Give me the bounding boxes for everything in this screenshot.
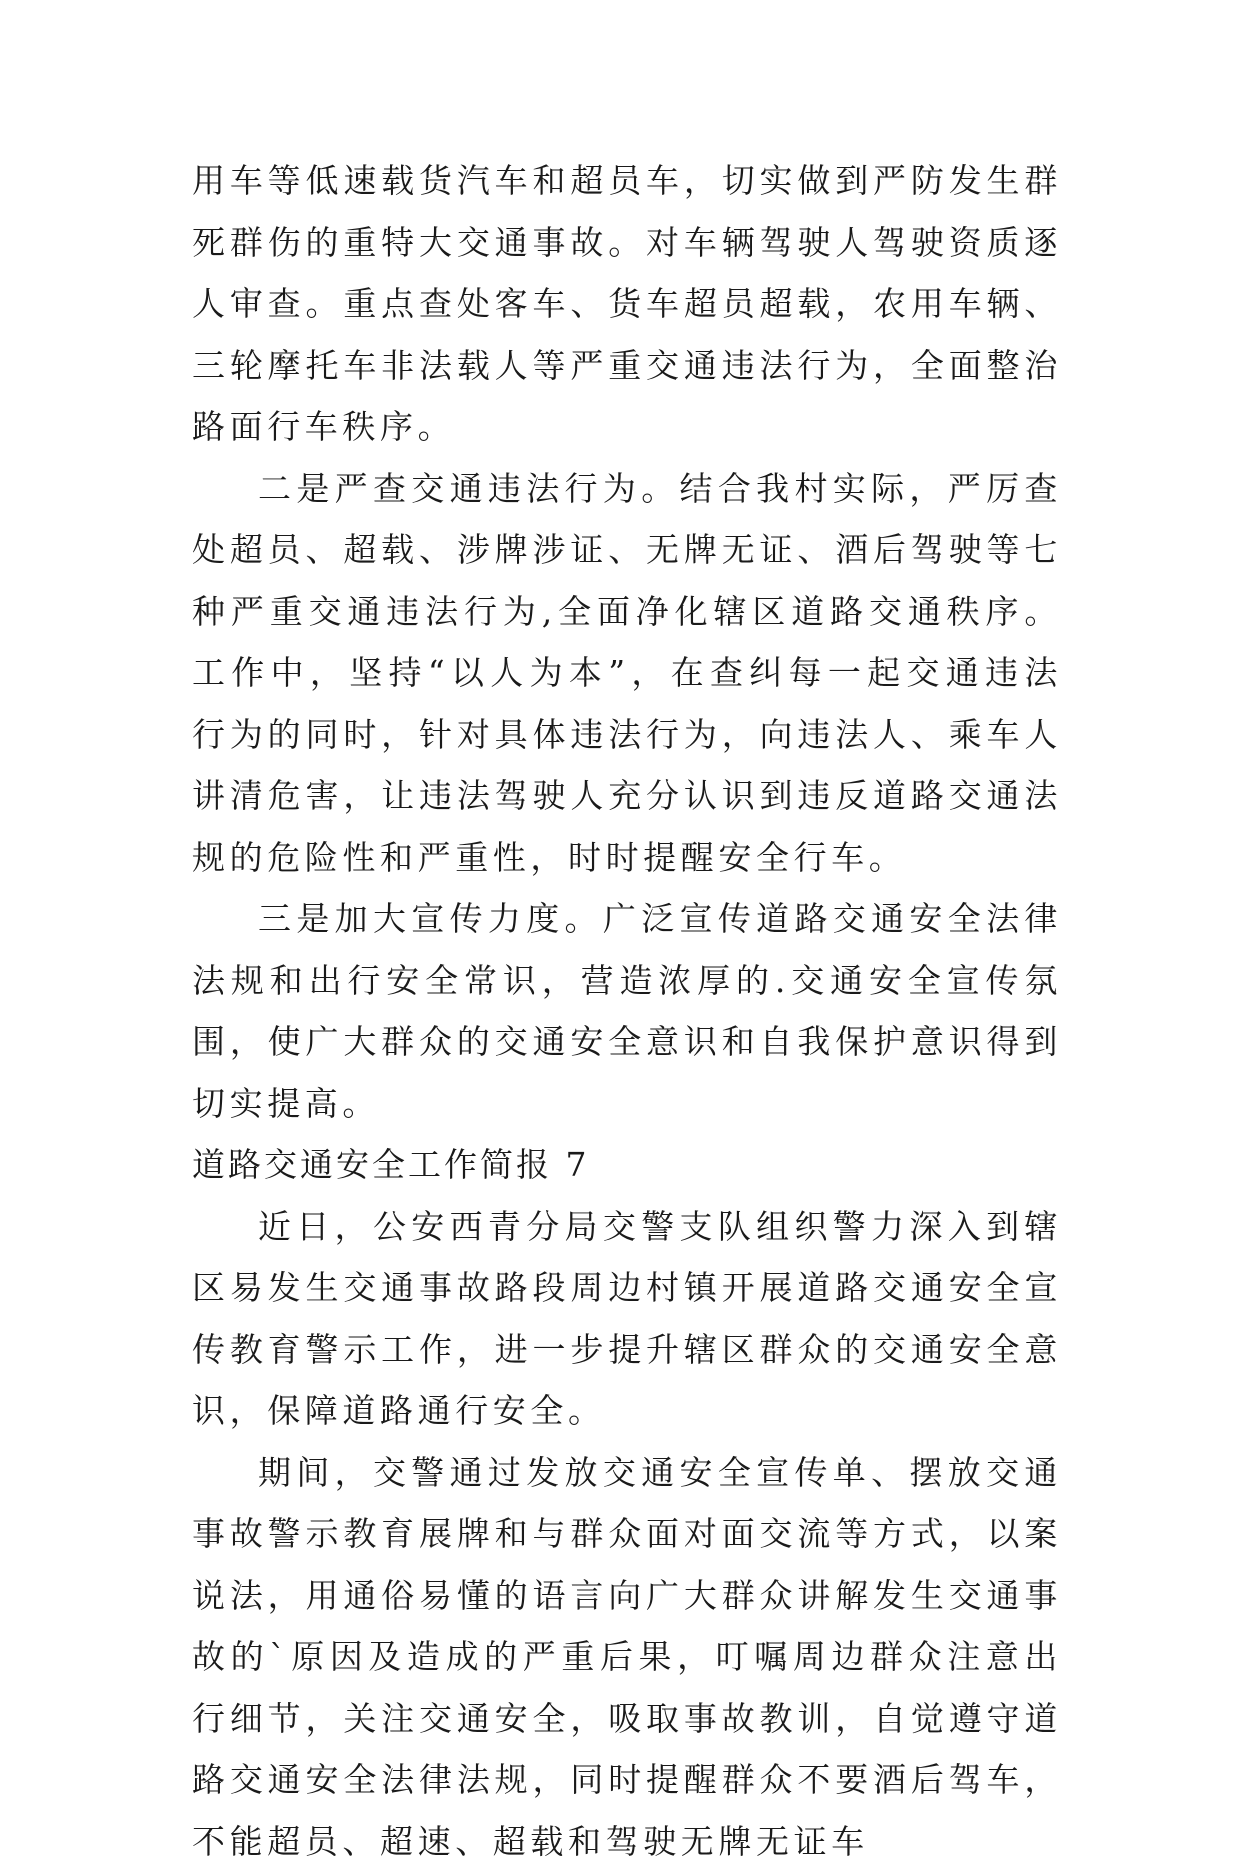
paragraph-continued: 用车等低速载货汽车和超员车，切实做到严防发生群死群伤的重特大交通事故。对车辆驾驶人驾驶资质逐人审查。重点查处客车、货车超员超载，农用车辆、三轮摩托车非法载人等严重交通违法行为，全面整治路面行车秩序。 xyxy=(192,150,1062,458)
paragraph-point-three: 三是加大宣传力度。广泛宣传道路交通安全法律法规和出行安全常识，营造浓厚的.交通安全宣传氛围，使广大群众的交通安全意识和自我保护意识得到切实提高。 xyxy=(192,888,1062,1134)
paragraph-details: 期间，交警通过发放交通安全宣传单、摆放交通事故警示教育展牌和与群众面对面交流等方式，以案说法，用通俗易懂的语言向广大群众讲解发生交通事故的`原因及造成的严重后果，叮嘱周边群众注意出行细节，关注交通安全，吸取事故教训，自觉遵守道路交通安全法律法规，同时提醒群众不要酒后驾车，不能超员、超速、超载和驾驶无牌无证车 xyxy=(192,1442,1062,1872)
document-body xyxy=(192,150,1062,1872)
paragraph-intro: 近日，公安西青分局交警支队组织警力深入到辖区易发生交通事故路段周边村镇开展道路交通安全宣传教育警示工作，进一步提升辖区群众的交通安全意识，保障道路通行安全。 xyxy=(192,1196,1062,1442)
section-heading: 道路交通安全工作简报 7 xyxy=(192,1134,1062,1196)
paragraph-point-two: 二是严查交通违法行为。结合我村实际，严厉查处超员、超载、涉牌涉证、无牌无证、酒后驾驶等七种严重交通违法行为,全面净化辖区道路交通秩序。工作中，坚持“以人为本”，在查纠每一起交通违法行为的同时，针对具体违法行为，向违法人、乘车人讲清危害，让违法驾驶人充分认识到违反道路交通法规的危险性和严重性，时时提醒安全行车。 xyxy=(192,458,1062,889)
